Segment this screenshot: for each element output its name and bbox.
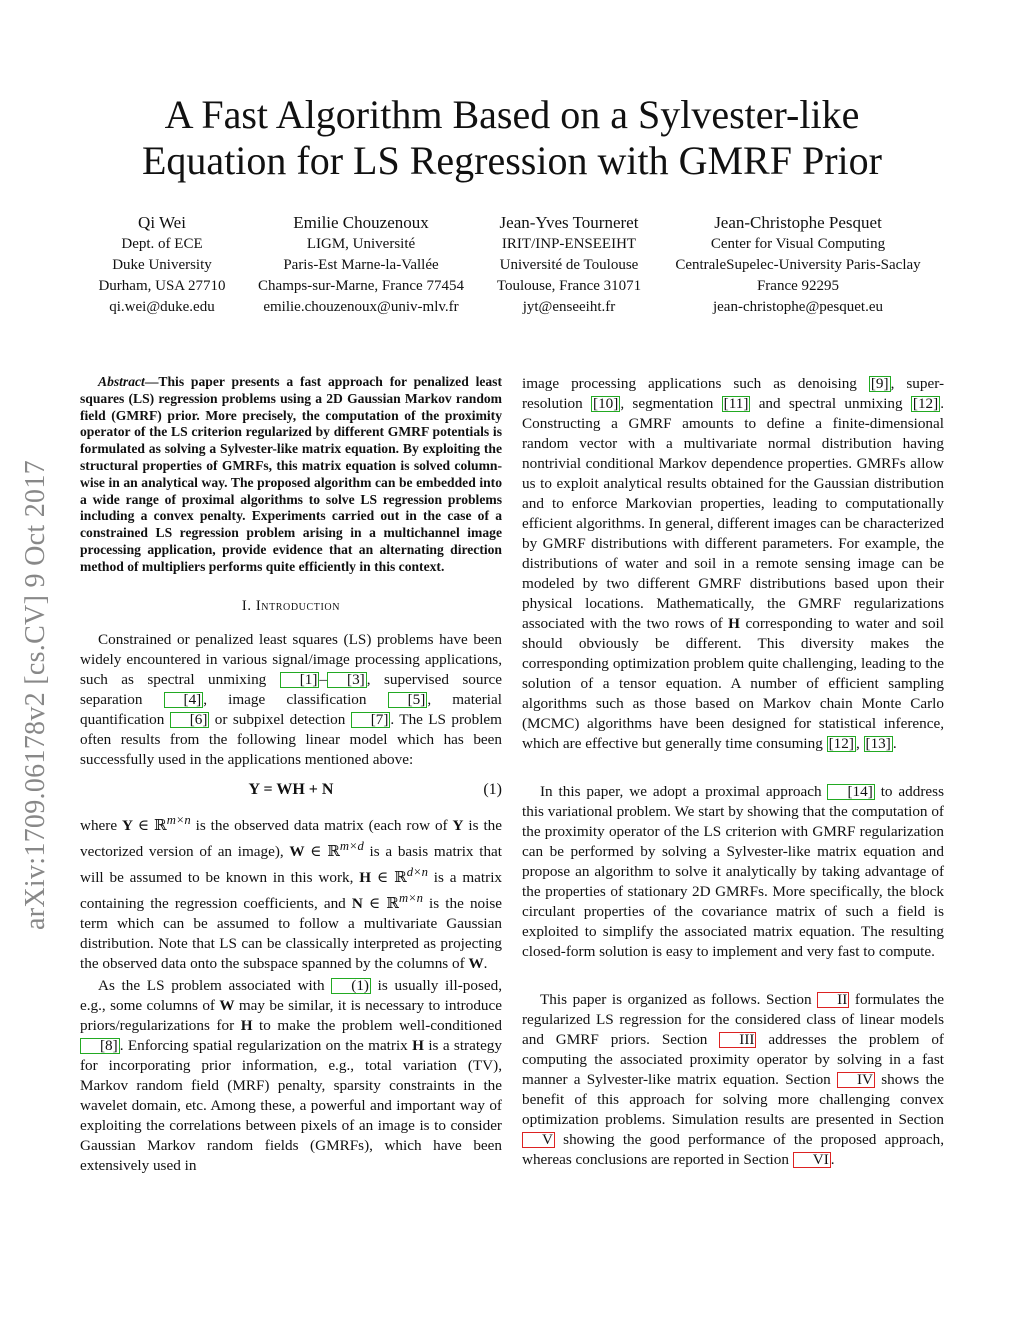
- author-affiliation: Durham, USA 27710: [98, 278, 226, 294]
- math-symbol: H: [412, 1036, 424, 1054]
- text-run: . Constructing a GMRF amounts to define a finite-dimensional random vector with a multivariate normal distribution having nontrivial conditional Markov dependence properties. GMRFs allow us to exploit analytical results obtained for the Gaussian distribution and to enforce Markovian properties, leading to computationally efficient algorithms. In general, different images can be characterized by GMRF distributions with different parameters. For example, the distributions of water and soil in a remote sensing image can be modeled by two different GMRF distributions based upon their physical locations. Mathematically, the GMRF regularizations associated with the two rows of: [522, 395, 945, 632]
- intro-paragraph-1: [80, 630, 502, 770]
- math-superscript: m×n: [166, 812, 191, 827]
- citation-link[interactable]: [11]: [723, 395, 749, 412]
- citation-link[interactable]: [7]: [351, 712, 391, 728]
- section-title: Introduction: [255, 597, 341, 614]
- text-run: ∈ ℝ: [371, 868, 407, 886]
- text-run: In this paper, we adopt a proximal approach: [540, 783, 828, 800]
- title-line: Equation for LS Regression with GMRF Prior: [142, 138, 882, 183]
- equation-reference-link[interactable]: (1): [331, 978, 371, 994]
- text-run: is usually ill-posed, e.g., some columns of: [80, 976, 502, 1014]
- citation-link[interactable]: [3]: [327, 672, 367, 688]
- author-jean-christophe-pesquet: [660, 212, 936, 318]
- text-run: .: [830, 1151, 835, 1168]
- text-run: is the observed data matrix (each row of: [190, 816, 453, 834]
- author-affiliation: Duke University: [112, 257, 212, 273]
- text-run: and spectral unmixing: [750, 395, 911, 412]
- text-run: is a strategy for incorporating prior information, e.g., total variation (TV), Markov random field (MRF) penalty, sparsity constraints in the wavelet domain, etc. Among these, a powerful and important way of exploiting the correlations between pixels of an image is to consider Gaussian Markov random fields (GMRFs), which have been extensively used in: [80, 1036, 502, 1174]
- text-run: , image classification: [203, 690, 388, 708]
- title-line: A Fast Algorithm Based on a Sylvester-like: [164, 92, 860, 137]
- abstract-label: Abstract: [98, 374, 145, 389]
- author-email: qi.wei@duke.edu: [109, 299, 215, 315]
- text-run: , material quantification: [80, 690, 502, 728]
- text-run: is a basis matrix that will be assumed to be known in this work,: [80, 842, 503, 886]
- citation-link[interactable]: [12]: [828, 735, 854, 752]
- text-run: image processing applications such as denoising: [522, 375, 869, 392]
- arxiv-stamp: arXiv:1709.06178v2 [cs.CV] 9 Oct 2017: [20, 460, 51, 930]
- author-name: Emilie Chouzenoux: [293, 213, 429, 232]
- author-affiliation: France 92295: [756, 278, 840, 294]
- math-symbol: H: [728, 615, 740, 632]
- text-run: shows the benefit of this approach for solving more challenging convex optimization problems. Simulation results are presented in Section: [522, 1071, 944, 1128]
- author-affiliation: Toulouse, France 31071: [496, 278, 642, 294]
- citation-link[interactable]: [1]: [280, 672, 320, 688]
- citation-link[interactable]: [13]: [865, 735, 891, 752]
- text-run: Constrained or penalized least squares (LS) problems have been widely encountered in various signal/image processing applications, such as spectral unmixing: [80, 630, 502, 688]
- math-symbol: N: [351, 894, 363, 912]
- abstract-text: —This paper presents a fast approach for penalized least squares (LS) regression problems using a 2D Gaussian Markov random field (GMRF) prior. More precisely, the computation of the proximity operator of the LS criterion regularized by different GMRF potentials is formulated as solving a Sylvester-like matrix equation. By exploiting the structural properties of GMRFs, this matrix equation is solved column-wise in an analytical way. The proposed algorithm can be embedded into a wide range of proximal algorithms to solve LS regression problems including a convex penalty. Experiments carried out in the case of a constrained LS regression problem arising in a multichannel image processing application, provide evidence that an alternating direction method of multipliers performs quite efficiently in this context.: [80, 374, 502, 574]
- right-column: [522, 374, 944, 1170]
- math-symbol: Y: [452, 816, 464, 834]
- citation-link[interactable]: [5]: [388, 692, 428, 708]
- section-heading-introduction: [80, 596, 502, 616]
- text-run: .: [483, 954, 488, 972]
- author-name: Jean-Yves Tourneret: [499, 213, 639, 232]
- equation-body: Y = WH + N: [248, 780, 334, 798]
- text-run: . The LS problem often results from the following linear model which has been successfully used in the applications mentioned above:: [80, 710, 502, 768]
- math-superscript: m×n: [398, 890, 423, 905]
- intro-paragraph-3: [80, 976, 502, 1176]
- text-run: This paper is organized as follows. Section: [540, 991, 818, 1008]
- intro-paragraph-4: [522, 374, 944, 754]
- author-affiliation: IRIT/INP-ENSEEIHT: [501, 236, 637, 252]
- author-affiliation: Champs-sur-Marne, France 77454: [258, 278, 464, 294]
- author-email: jyt@enseeiht.fr: [522, 299, 616, 315]
- text-run: ,: [855, 735, 864, 752]
- text-run: addresses the problem of computing the associated proximity operator by solving in a fast manner a Sylvester-like matrix equation. Section: [522, 1031, 944, 1088]
- text-run: . Enforcing spatial regularization on the matrix: [119, 1036, 413, 1054]
- citation-link[interactable]: [6]: [170, 712, 210, 728]
- text-run: is a matrix containing the regression coefficients, and: [80, 868, 503, 912]
- author-affiliation: LIGM, Université: [306, 236, 416, 252]
- math-superscript: d×n: [406, 864, 428, 879]
- citation-link[interactable]: [12]: [912, 395, 939, 412]
- text-run: to make the problem well-conditioned: [252, 1016, 502, 1034]
- intro-paragraph-6: [522, 990, 944, 1170]
- citation-link[interactable]: [14]: [827, 784, 874, 800]
- math-symbol: W: [219, 996, 235, 1014]
- citation-link[interactable]: [4]: [164, 692, 204, 708]
- math-symbol: H: [359, 868, 372, 886]
- author-name: Jean-Christophe Pesquet: [714, 213, 882, 232]
- text-run: corresponding to water and soil should obviously be different. This diversity makes the corresponding optimization problem quite challenging, leading to the solution of a tensor equation. A number of efficient sampling algorithms such as those based on Markov chain Monte Carlo (MCMC) algorithms have been designed for statistical inference, which are effective but generally time consuming: [522, 615, 944, 752]
- text-run: may be similar, it is necessary to introduce priors/regularizations for: [80, 996, 502, 1034]
- section-reference-link[interactable]: II: [817, 992, 849, 1008]
- text-run: showing the good performance of the proposed approach, whereas conclusions are reported in Section: [522, 1131, 944, 1168]
- math-symbol: H: [240, 1016, 253, 1034]
- math-symbol: W: [468, 954, 484, 972]
- section-reference-link[interactable]: III: [719, 1032, 756, 1048]
- section-reference-link[interactable]: V: [522, 1132, 555, 1148]
- text-run: ∈ ℝ: [132, 816, 167, 834]
- text-run: As the LS problem associated with: [98, 976, 332, 994]
- intro-paragraph-2: [80, 810, 502, 974]
- author-block: [0, 212, 1024, 322]
- author-affiliation: Center for Visual Computing: [710, 236, 886, 252]
- author-affiliation: Dept. of ECE: [121, 236, 203, 252]
- text-run: where: [80, 816, 123, 834]
- intro-paragraph-5: [522, 782, 944, 962]
- text-run: .: [892, 735, 897, 752]
- text-run: to address this variational problem. We start by showing that the computation of the proximity operator of the LS criterion with GMRF regularization can be performed by solving a Sylvester-like matrix equation and propose an algorithm to solve it analytically by taking advantage of the properties of stationary 2D GMRFs. More specifically, the block circulant properties of the covariance matrix of such a field is exploited to simplify the associated matrix equation. The resulting closed-form solution is easy to implement and very fast to compute.: [522, 783, 944, 960]
- text-run: or subpixel detection: [209, 710, 351, 728]
- equation-number: (1): [483, 780, 502, 798]
- text-run: , supervised source separation: [80, 670, 503, 708]
- author-jean-yves-tourneret: [484, 212, 654, 318]
- text-run: , super-resolution: [522, 375, 945, 412]
- math-symbol: W: [289, 842, 305, 860]
- author-email: jean-christophe@pesquet.eu: [712, 299, 883, 315]
- author-emilie-chouzenoux: [241, 212, 481, 318]
- paper-title: [0, 92, 1024, 184]
- text-run: –: [319, 670, 328, 688]
- author-email: emilie.chouzenoux@univ-mlv.fr: [263, 299, 459, 315]
- text-run: formulates the regularized LS regression for the considered class of linear models and GMRF priors. Section: [522, 991, 944, 1048]
- math-superscript: m×d: [339, 838, 364, 853]
- section-number: I.: [241, 597, 252, 614]
- author-affiliation: CentraleSupelec-University Paris-Saclay: [675, 257, 921, 273]
- text-run: ∈ ℝ: [304, 842, 340, 860]
- citation-link[interactable]: [9]: [870, 375, 889, 392]
- equation-1: [80, 770, 502, 810]
- author-qi-wei: [82, 212, 242, 318]
- text-run: is the vectorized version of an image),: [80, 816, 502, 860]
- citation-link[interactable]: [8]: [80, 1038, 120, 1054]
- author-affiliation: Université de Toulouse: [499, 257, 639, 273]
- text-run: is the noise term which can be assumed to follow a multivariate Gaussian distribution. Note that LS can be classically interpreted as projecting the observed data onto the subspace spanned by the columns of: [80, 894, 503, 972]
- math-symbol: Y: [122, 816, 133, 834]
- text-run: ∈ ℝ: [362, 894, 399, 912]
- text-run: , segmentation: [620, 395, 722, 412]
- section-reference-link[interactable]: IV: [837, 1072, 875, 1088]
- section-reference-link[interactable]: VI: [793, 1152, 831, 1168]
- author-affiliation: Paris-Est Marne-la-Vallée: [283, 257, 439, 273]
- left-column: [80, 374, 502, 1176]
- citation-link[interactable]: [10]: [593, 395, 619, 412]
- abstract: [80, 374, 502, 576]
- author-name: Qi Wei: [138, 213, 186, 232]
